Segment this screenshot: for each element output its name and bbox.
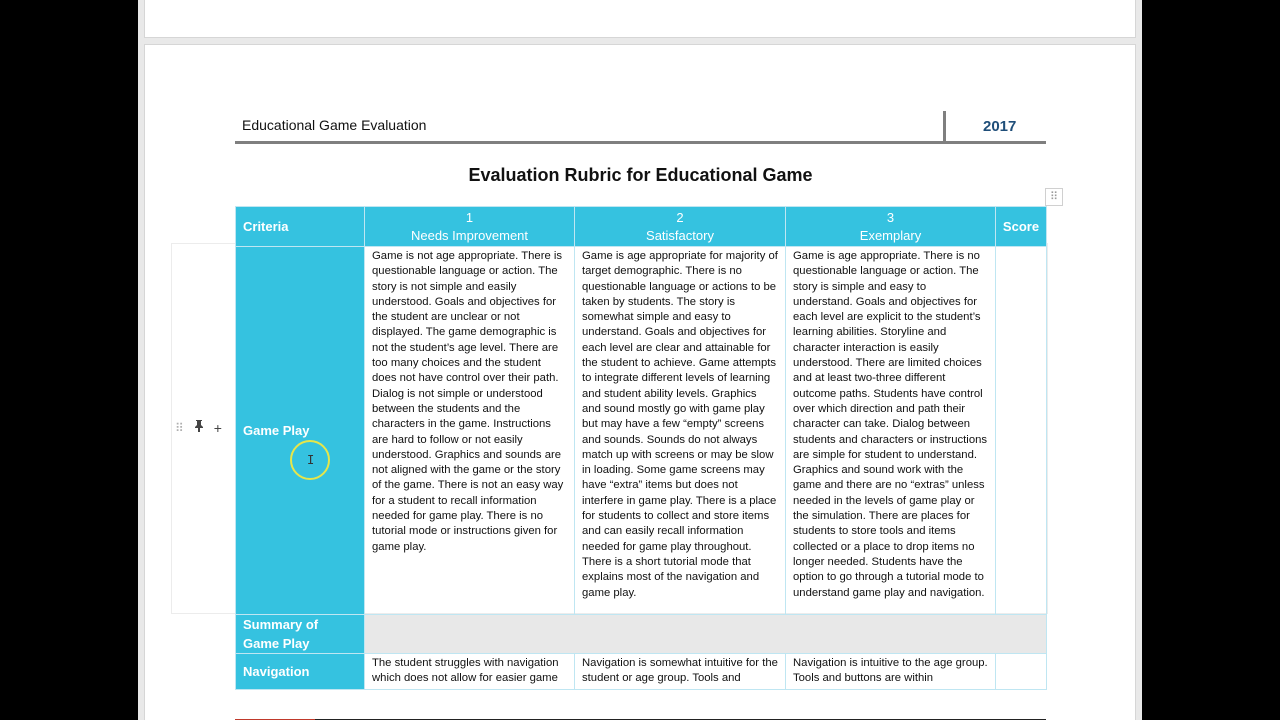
col-satisfactory xyxy=(575,207,786,247)
row-navigation xyxy=(236,654,1047,690)
cell-score[interactable] xyxy=(996,247,1047,615)
table-header-row xyxy=(236,207,1047,247)
col-number: 2 xyxy=(676,210,684,225)
text-cursor-icon: I xyxy=(307,453,315,467)
document-viewport[interactable] xyxy=(138,0,1142,720)
drag-handle-icon[interactable]: ⠿ xyxy=(175,421,184,435)
col-exemplary xyxy=(786,207,996,247)
header-rule xyxy=(235,141,1046,144)
col-number: 3 xyxy=(886,210,895,225)
cell-score[interactable] xyxy=(996,654,1047,690)
header-title: Educational Game Evaluation xyxy=(242,117,427,133)
cell-exemplary[interactable]: Game is age appropriate. There is no questionable language or action. The story is simple and easy to understand. Goals and objectives for each level are explicit to the student’s learning abilities. Storyline and character interaction is easily understood. There are limited choices and at least two-three different outcome paths. Students have control over which direction and path their character can take. Dialog between students and characters or instructions are simple for student to understand. Graphics and sound work with the game and there are no “extras” unless needed in the levels of game play or the simulation. There are places for students to store tools and items collected or a place to drop items no longer needed. Students have the option to go through a tutorial mode to understand game play and navigation. xyxy=(786,247,996,615)
table-move-icon[interactable]: ⠿ xyxy=(1045,188,1063,206)
header-divider xyxy=(943,111,946,142)
previous-page xyxy=(144,0,1136,38)
cell-needs-improvement[interactable]: Game is not age appropriate. There is questionable language or action. The story is not simple and easily understood. Goals and objectives for the student are unclear or not displayed. The game demographic is not the student’s age level. There are too many choices and the student does not have control over their path. Dialog is not simple or understood between the students and the characters in the game. Instructions are hard to follow or not easily understood. Graphics and sounds are not aligned with the game or the story of the game. There is not an easy way for a student to recall information needed for game play. There is no tutorial mode or instructions given for game play. xyxy=(365,247,575,615)
rubric-table xyxy=(235,206,1047,690)
col-label: Exemplary xyxy=(859,228,922,243)
col-label: Needs Improvement xyxy=(410,228,529,243)
summary-cell[interactable] xyxy=(365,615,1047,654)
cell-needs-improvement[interactable]: The student struggles with navigation which does not allow for easier game xyxy=(365,654,575,690)
criteria-cell[interactable]: Summary of Game Play xyxy=(236,615,365,654)
document-title: Evaluation Rubric for Educational Game xyxy=(468,165,813,185)
col-criteria: Criteria xyxy=(236,207,365,247)
cell-satisfactory[interactable]: Game is age appropriate for majority of target demographic. There is no questionable language or actions to be taken by students. The story is somewhat simple and easy to understand. Goals and objectives for each level are clear and attainable for the student to achieve. Game attempts to integrate different levels of learning and student ability levels. Graphics and sound mostly go with game play but may have a few “empty” screens and sounds. Sounds do not always match up with screens or may be slow in loading. Some game screens may have “extra” items but does not interfere in game play. There is a place for students to collect and store items and can easily recall information needed for game play throughout. There is a short tutorial mode that explains most of the navigation and game play. xyxy=(575,247,786,615)
col-score: Score xyxy=(996,207,1047,247)
row-tools xyxy=(175,418,222,438)
col-needs-improvement xyxy=(365,207,575,247)
document-page[interactable] xyxy=(144,44,1136,720)
row-summary xyxy=(236,615,1047,654)
plus-icon[interactable]: + xyxy=(213,420,222,436)
col-number: 1 xyxy=(465,210,474,225)
col-label: Satisfactory xyxy=(646,228,714,243)
cell-satisfactory[interactable]: Navigation is somewhat intuitive for the student or age group. Tools and xyxy=(575,654,786,690)
criteria-cell[interactable]: Game Play xyxy=(236,247,365,615)
criteria-cell[interactable]: Navigation xyxy=(236,654,365,690)
header-year: 2017 xyxy=(983,118,1017,135)
pin-icon[interactable] xyxy=(193,418,205,438)
cell-exemplary[interactable]: Navigation is intuitive to the age group. Tools and buttons are within xyxy=(786,654,996,690)
row-game-play xyxy=(236,247,1047,615)
